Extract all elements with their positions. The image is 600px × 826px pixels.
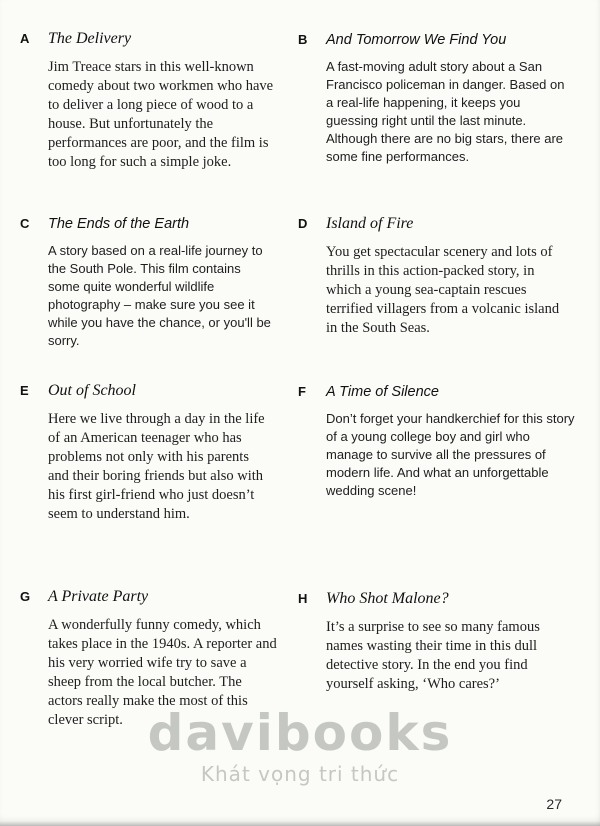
review-body: A wonderfully funny comedy, which takes place in the 1940s. A reporter and his very worried wife try to save a sheep from the local butcher. The actors really make the most of this clever script. bbox=[48, 617, 277, 728]
review-letter: D bbox=[298, 216, 308, 231]
review-title: And Tomorrow We Find You bbox=[326, 32, 507, 48]
review-letter: H bbox=[298, 591, 308, 606]
review-entry-a bbox=[20, 30, 276, 172]
review-header bbox=[20, 588, 280, 606]
review-letter: A bbox=[20, 31, 30, 46]
review-letter: E bbox=[20, 383, 29, 398]
page-edge-shadow bbox=[0, 821, 600, 826]
review-title: A Private Party bbox=[48, 588, 149, 605]
review-header bbox=[20, 216, 272, 232]
review-letter: G bbox=[20, 589, 31, 604]
review-body: It’s a surprise to see so many famous names wasting their time in this dull detective story. In the end you find yourself asking, ‘Who cares?’ bbox=[326, 619, 540, 692]
review-letter: C bbox=[20, 216, 30, 231]
review-title: Out of School bbox=[48, 382, 136, 399]
review-title: The Ends of the Earth bbox=[48, 216, 190, 232]
watermark-brand: davibooks bbox=[147, 704, 453, 762]
review-entry-d bbox=[298, 215, 570, 338]
review-title: A Time of Silence bbox=[326, 384, 439, 400]
review-body: Don’t forget your handkerchief for this story of a young college boy and girl who manage to survive all the pressures of modern life. And what an unforgettable wedding scene! bbox=[326, 411, 575, 498]
review-body: Jim Treace stars in this well-known comedy about two workmen who have to deliver a long piece of wood to a house. But unfortunately the performances are poor, and the film is too long for such a simple joke. bbox=[48, 59, 274, 170]
review-body: Here we live through a day in the life of an American teenager who has problems not only with his parents and their boring friends but also with his first girl-friend who just doesn’t seem to understand him. bbox=[48, 411, 265, 522]
review-body: A story based on a real-life journey to the South Pole. This film contains some quite wonderful wildlife photography – make sure you see it while you have the chance, or you'll be sorry. bbox=[48, 243, 271, 348]
watermark-tagline: Khát vọng tri thức bbox=[200, 762, 400, 786]
page-number: 27 bbox=[546, 796, 562, 812]
review-body: A fast-moving adult story about a San Francisco policeman in danger. Based on a real-life happening, it keeps you guessing right until the last minute. Although there are no big stars, there are some fine performances. bbox=[326, 59, 565, 164]
review-entry-c bbox=[20, 216, 272, 350]
review-header bbox=[298, 32, 566, 48]
review-title: Who Shot Malone? bbox=[326, 590, 449, 607]
review-header bbox=[20, 30, 276, 48]
review-letter: F bbox=[298, 384, 306, 399]
review-entry-e bbox=[20, 382, 270, 524]
review-title: The Delivery bbox=[48, 30, 132, 47]
review-title: Island of Fire bbox=[326, 215, 414, 232]
review-header bbox=[298, 384, 580, 400]
review-entry-f bbox=[298, 384, 580, 500]
review-entry-g bbox=[20, 588, 280, 730]
review-entry-h bbox=[298, 590, 556, 694]
review-letter: B bbox=[298, 32, 308, 47]
review-header bbox=[20, 382, 270, 400]
review-body: You get spectacular scenery and lots of thrills in this action-packed story, in which a young sea-captain rescues terrified villagers from a volcanic island in the South Seas. bbox=[326, 244, 560, 336]
review-header bbox=[298, 590, 556, 608]
review-header bbox=[298, 215, 570, 233]
review-entry-b bbox=[298, 32, 566, 166]
